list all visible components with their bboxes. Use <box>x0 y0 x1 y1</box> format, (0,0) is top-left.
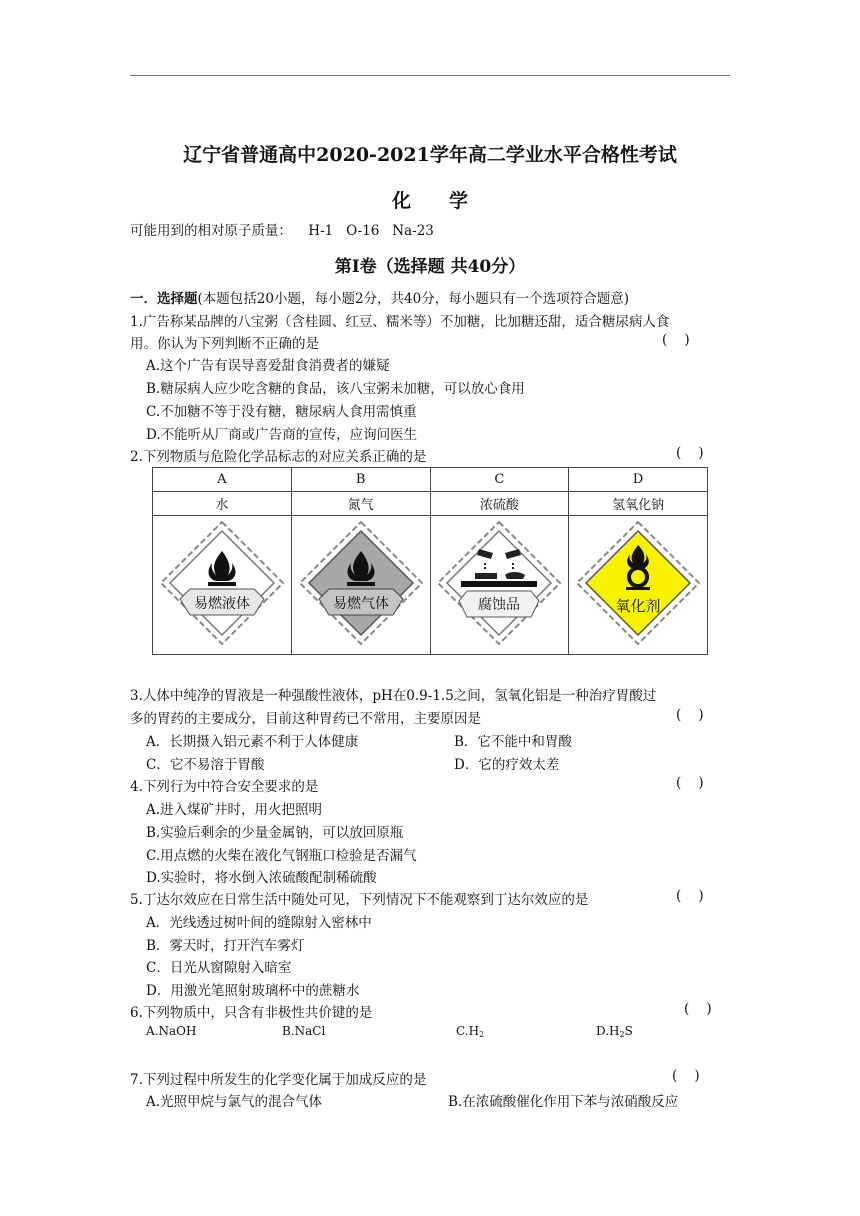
q2-sign-label-c: 腐蚀品 <box>478 597 521 613</box>
q2-substance-b: 氮气 <box>291 492 430 516</box>
q7-option-b: B.在浓硫酸催化作用下苯与浓硝酸反应 <box>448 1094 679 1110</box>
q4-option-a: A.进入煤矿井时，用火把照明 <box>146 802 323 818</box>
q2-sign-cell-c <box>430 516 569 655</box>
q5-option-a: A．光线透过树叶间的缝隙射入密林中 <box>146 915 372 931</box>
subject-title: 化学 <box>391 190 506 212</box>
q3-stem-line2: 多的胃药的主要成分，目前这种胃药已不常用，主要原因是 <box>130 711 481 727</box>
q2-answer-blank: ( ) <box>676 445 704 461</box>
corrosive-sign-icon <box>435 519 563 647</box>
q4-stem: 4.下列行为中符合安全要求的是 <box>130 779 319 795</box>
q4-option-d: D.实验时，将水倒入浓硫酸配制稀硫酸 <box>146 870 377 886</box>
q3-stem-line1: 3.人体中纯净的胃液是一种强酸性液体，pH在0.9-1.5之间，氢氧化铝是一种治疗胃酸过 <box>130 688 657 704</box>
q2-sign-label-d: 氧化剂 <box>615 597 661 615</box>
q3-option-c: C．它不易溶于胃酸 <box>146 757 265 773</box>
exam-title: 辽宁省普通高中2020-2021学年高二学业水平合格性考试 <box>183 144 677 166</box>
q1-stem-line2: 用。你认为下列判断不正确的是 <box>130 336 319 352</box>
q5-stem: 5.丁达尔效应在日常生活中随处可见，下列情况下不能观察到丁达尔效应的是 <box>130 892 589 908</box>
atomic-mass-line <box>130 219 434 239</box>
q3-answer-blank: ( ) <box>676 707 704 723</box>
q1-option-b: B.糖尿病人应少吃含糖的食品，该八宝粥未加糖，可以放心食用 <box>146 381 525 397</box>
q7-option-a: A.光照甲烷与氯气的混合气体 <box>146 1094 323 1110</box>
q6-option-a: A.NaOH <box>146 1024 197 1038</box>
part-note: (本题包括20小题，每小题2分，共40分，每小题只有一个选项符合题意) <box>197 291 629 307</box>
q6-answer-blank: ( ) <box>684 1001 712 1017</box>
flammable-liquid-sign-icon <box>158 519 286 647</box>
q1-option-d: D.不能听从厂商或广告商的宣传，应询问医生 <box>146 427 418 443</box>
table-row <box>153 468 708 492</box>
q2-letter-c: C <box>430 468 569 492</box>
q2-sign-label-a: 易燃液体 <box>193 596 250 612</box>
q7-answer-blank: ( ) <box>672 1068 700 1084</box>
q2-letter-b: B <box>291 468 430 492</box>
q1-option-a: A.这个广告有误导喜爱甜食消费者的嫌疑 <box>146 358 390 374</box>
table-row <box>153 516 708 655</box>
oxidizer-sign-icon <box>574 519 702 647</box>
q3-option-a: A．长期摄入铝元素不利于人体健康 <box>146 734 359 750</box>
q5-option-d: D．用激光笔照射玻璃杯中的蔗糖水 <box>146 983 360 999</box>
section-title: 第Ⅰ卷（选择题 共40分） <box>334 257 526 277</box>
q2-substance-a: 水 <box>153 492 292 516</box>
q5-answer-blank: ( ) <box>676 888 704 904</box>
q1-option-c: C.不加糖不等于没有糖，糖尿病人食用需慎重 <box>146 404 417 420</box>
q6-option-b: B.NaCl <box>282 1024 326 1038</box>
q2-sign-label-b: 易燃气体 <box>332 596 389 612</box>
q2-substance-c: 浓硫酸 <box>430 492 569 516</box>
top-rule <box>130 75 730 76</box>
atomic-mass-values: H-1 O-16 Na-23 <box>308 223 434 239</box>
q6-option-d: D.H2S <box>596 1024 633 1039</box>
q3-option-d: D．它的疗效太差 <box>454 757 560 773</box>
q4-answer-blank: ( ) <box>676 775 704 791</box>
q6-stem: 6.下列物质中，只含有非极性共价键的是 <box>130 1005 373 1021</box>
q3-option-b: B．它不能中和胃酸 <box>454 734 572 750</box>
q2-sign-cell-a <box>153 516 292 655</box>
part-heading-line <box>130 287 629 307</box>
part-heading: 一．选择题 <box>130 291 198 307</box>
q4-option-c: C.用点燃的火柴在液化气钢瓶口检验是否漏气 <box>146 848 417 864</box>
q2-sign-cell-d <box>569 516 708 655</box>
q2-stem: 2.下列物质与危险化学品标志的对应关系正确的是 <box>130 449 427 465</box>
q5-option-c: C．日光从窗隙射入暗室 <box>146 960 292 976</box>
q7-stem: 7.下列过程中所发生的化学变化属于加成反应的是 <box>130 1072 427 1088</box>
q2-letter-a: A <box>153 468 292 492</box>
flammable-gas-sign-icon <box>297 519 425 647</box>
q1-stem-line1: 1.广告称某品牌的八宝粥（含桂圆、红豆、糯米等）不加糖，比加糖还甜，适合糖尿病人食 <box>130 314 670 330</box>
q2-letter-d: D <box>569 468 708 492</box>
q2-sign-cell-b <box>291 516 430 655</box>
q5-option-b: B．雾天时，打开汽车雾灯 <box>146 938 305 954</box>
q1-answer-blank: ( ) <box>662 332 690 348</box>
atomic-mass-label: 可能用到的相对原子质量： <box>130 223 292 239</box>
q2-table <box>152 467 708 655</box>
q6-option-c: C.H2 <box>456 1024 485 1039</box>
q2-substance-d: 氢氧化钠 <box>569 492 708 516</box>
q4-option-b: B.实验后剩余的少量金属钠，可以放回原瓶 <box>146 825 404 841</box>
table-row <box>153 492 708 516</box>
